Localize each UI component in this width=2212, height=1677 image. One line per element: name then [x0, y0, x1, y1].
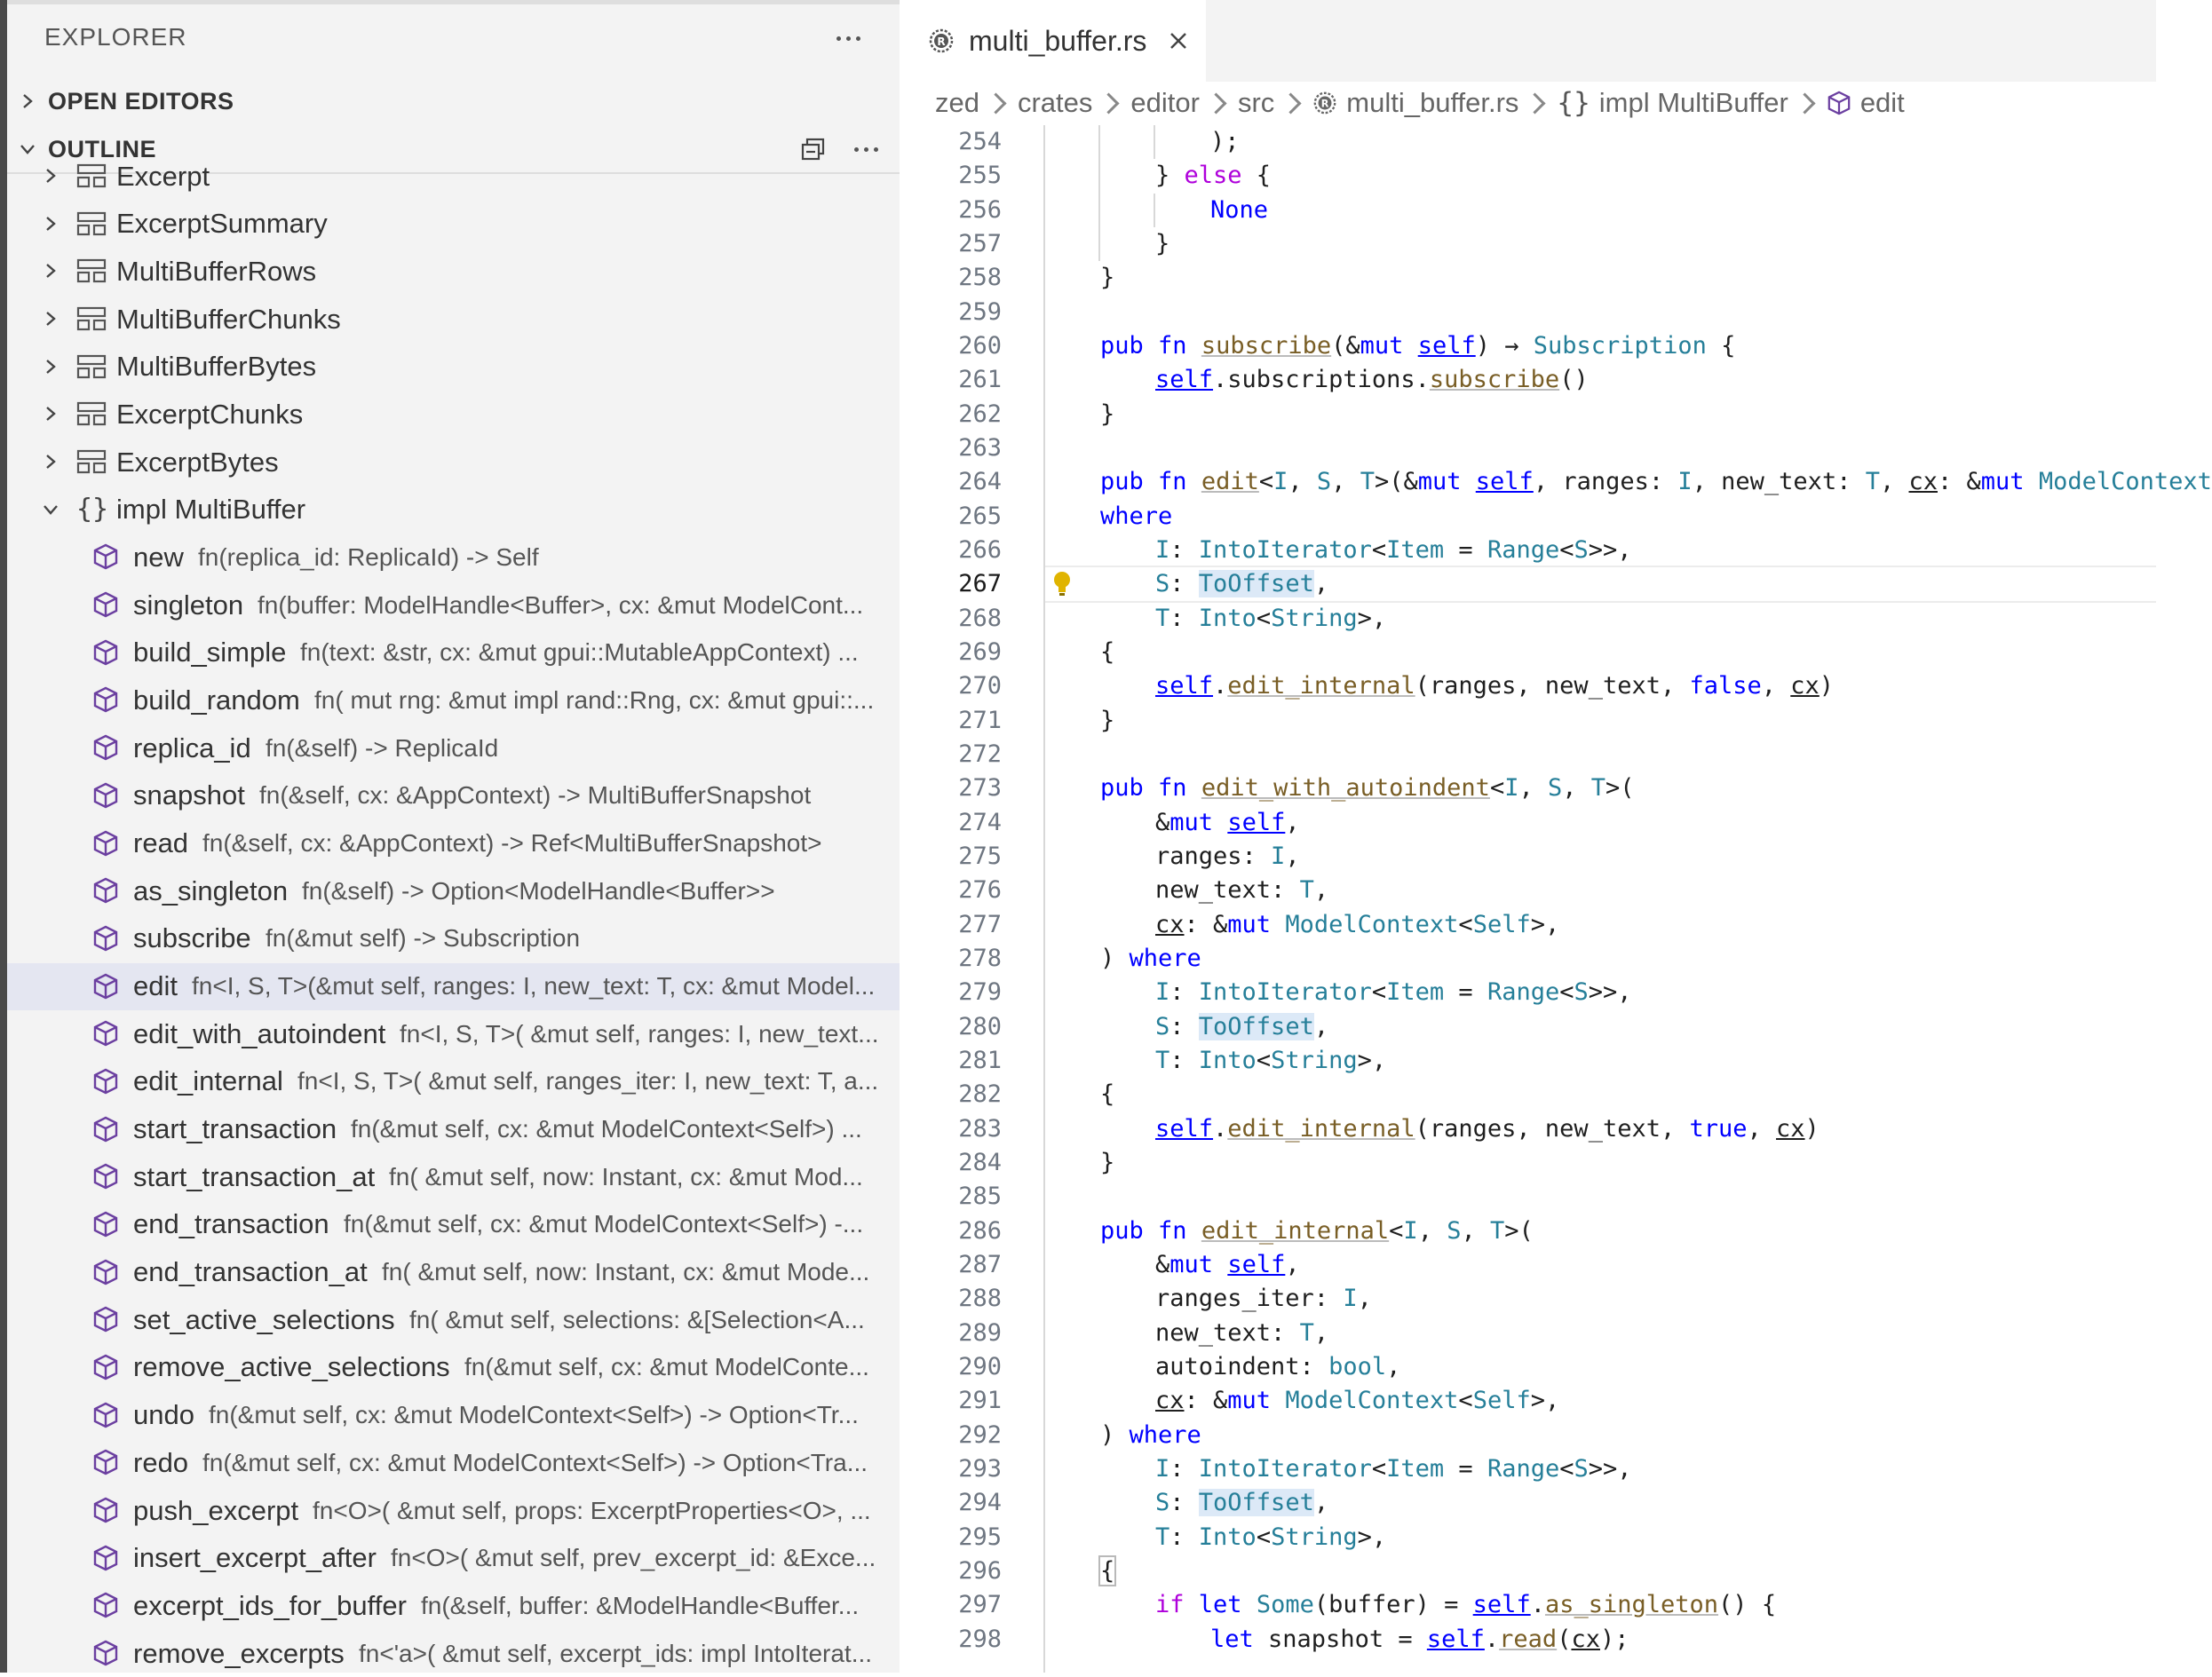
method-icon [1827, 90, 1851, 116]
code-text: &mut self, [1155, 808, 1300, 836]
breadcrumb-method[interactable]: edit [1859, 87, 1905, 118]
line-number: 289 [958, 1318, 1002, 1347]
code-line[interactable] [900, 329, 2156, 363]
line-number: 257 [958, 229, 1002, 257]
outline-item-signature: fn(&self, cx: &AppContext) -> Ref<MultiBufferSnapshot> [202, 829, 822, 857]
chevron-right-icon[interactable] [43, 263, 59, 279]
outline-item-excerpt_ids_for_buffer[interactable] [7, 1582, 900, 1629]
outline-item-build_random[interactable] [7, 676, 900, 724]
outline-item-excerpt[interactable] [7, 153, 900, 200]
outline-item-signature: fn(&mut self, cx: &mut ModelContext<Self>) -... [344, 1210, 864, 1238]
outline-item-signature: fn(&self, buffer: &ModelHandle<Buffer... [421, 1591, 860, 1619]
code-line[interactable] [900, 908, 2156, 942]
struct-icon [76, 162, 107, 189]
code-text: T: Into<String>, [1155, 604, 1387, 632]
code-line[interactable] [900, 1248, 2156, 1282]
line-number: 298 [958, 1625, 1002, 1653]
method-icon [92, 781, 119, 810]
outline-item-excerptchunks[interactable] [7, 391, 900, 438]
outline-label: OUTLINE [48, 135, 156, 162]
line-number: 270 [958, 672, 1002, 700]
code-line[interactable] [900, 874, 2156, 907]
code-line[interactable] [900, 1486, 2156, 1520]
code-line[interactable] [900, 1384, 2156, 1418]
line-number: 290 [958, 1352, 1002, 1380]
code-text: pub fn subscribe(&mut self) → Subscription { [1100, 331, 1736, 360]
struct-icon [76, 257, 107, 284]
code-line[interactable] [900, 1350, 2156, 1384]
outline-item-name: build_random [133, 684, 300, 716]
chevron-right-icon[interactable] [43, 454, 59, 470]
code-line[interactable] [900, 806, 2156, 840]
outline-item-name: read [133, 827, 189, 858]
method-icon [92, 1353, 119, 1381]
chevron-right-icon [1098, 92, 1120, 114]
outline-item-name: ExcerptChunks [116, 398, 304, 430]
line-number: 255 [958, 162, 1002, 190]
method-icon [92, 1162, 119, 1191]
outline-item-name: redo [133, 1446, 189, 1478]
outline-item-push_excerpt[interactable] [7, 1487, 900, 1534]
outline-item-name: singleton [133, 589, 244, 621]
outline-item-start_transaction_at[interactable] [7, 1153, 900, 1200]
code-line[interactable] [900, 942, 2156, 976]
code-line[interactable] [900, 1623, 2156, 1657]
code-line[interactable] [900, 636, 2156, 669]
outline-item-signature: fn(replica_id: ReplicaId) -> Self [198, 542, 539, 571]
code-line[interactable] [900, 465, 2212, 499]
line-number: 268 [958, 604, 1002, 632]
code-text: cx: &mut ModelContext<Self>, [1155, 1387, 1560, 1415]
code-line[interactable] [900, 704, 2156, 738]
code-text: } [1155, 229, 1170, 257]
outline-item-signature: fn<I, S, T>( &mut self, ranges_iter: I, new_text: T, a... [297, 1067, 879, 1096]
outline-item-as_singleton[interactable] [7, 867, 900, 914]
outline-item-name: end_transaction [133, 1208, 329, 1240]
braces-icon: {} [1557, 87, 1590, 119]
line-number: 282 [958, 1080, 1002, 1109]
line-number: 283 [958, 1114, 1002, 1143]
outline-item-name: snapshot [133, 779, 245, 811]
code-line[interactable] [900, 1010, 2156, 1044]
outline-item-name: ExcerptBytes [116, 446, 279, 478]
outline-item-name: new [133, 541, 184, 573]
outline-item-signature: fn(&mut self, cx: &mut ModelContext<Self>) -> Option<Tr... [209, 1401, 859, 1429]
code-text: self.edit_internal(ranges, new_text, true, cx) [1155, 1114, 1820, 1143]
line-number: 277 [958, 910, 1002, 938]
code-text: cx: &mut ModelContext<Self>, [1155, 910, 1560, 938]
code-text: where [1100, 502, 1173, 530]
line-number: 262 [958, 399, 1002, 428]
lightbulb-icon[interactable] [1051, 571, 1073, 597]
code-line[interactable] [900, 1317, 2156, 1350]
outline-item-remove_excerpts[interactable] [7, 1630, 900, 1677]
code-text: { [1100, 1080, 1115, 1109]
struct-icon [76, 448, 107, 475]
line-number: 274 [958, 808, 1002, 836]
outline-item-new[interactable] [7, 534, 900, 581]
breadcrumb-editor[interactable]: editor [1130, 87, 1200, 118]
outline-item-signature: fn( mut rng: &mut impl rand::Rng, cx: &mut gpui::... [314, 685, 875, 714]
outline-item-name: MultiBufferChunks [116, 303, 341, 335]
struct-icon [76, 353, 107, 380]
code-text: T: Into<String>, [1155, 1046, 1387, 1074]
code-text: autoindent: bool, [1155, 1352, 1401, 1380]
method-icon [92, 1448, 119, 1476]
line-number: 296 [958, 1556, 1002, 1585]
outline-item-edit[interactable] [7, 963, 900, 1010]
line-number: 272 [958, 740, 1002, 768]
method-icon [92, 876, 119, 905]
outline-item-read[interactable] [7, 820, 900, 867]
line-number: 291 [958, 1387, 1002, 1415]
svg-text:R: R [1320, 98, 1329, 110]
outline-item-name: edit_with_autoindent [133, 1017, 386, 1049]
outline-item-name: push_excerpt [133, 1494, 299, 1526]
code-line[interactable] [900, 1452, 2156, 1486]
outline-item-name: MultiBufferRows [116, 255, 317, 287]
line-number: 261 [958, 366, 1002, 394]
chevron-right-icon[interactable] [43, 406, 59, 422]
tab-label: multi_buffer.rs [969, 24, 1147, 57]
code-text: } [1100, 706, 1115, 734]
code-line[interactable] [900, 1044, 2156, 1078]
indent-guide [1154, 125, 1155, 159]
code-text: pub fn edit_internal<I, S, T>( [1100, 1216, 1534, 1245]
outline-item-edit_with_autoindent[interactable] [7, 1010, 900, 1057]
outline-item-name: subscribe [133, 922, 251, 954]
outline-item-name: as_singleton [133, 874, 289, 906]
method-icon [92, 542, 119, 571]
struct-icon [76, 210, 107, 237]
method-icon [92, 1401, 119, 1429]
outline-item-signature: fn<O>( &mut self, prev_excerpt_id: &Exce... [391, 1544, 876, 1572]
method-icon [92, 590, 119, 619]
code-line[interactable] [900, 534, 2156, 567]
outline-item-signature: fn( &mut self, now: Instant, cx: &mut Mod... [389, 1162, 863, 1191]
rust-file-icon [1312, 91, 1337, 115]
line-number: 295 [958, 1523, 1002, 1551]
outline-item-name: insert_excerpt_after [133, 1542, 377, 1574]
chevron-right-icon [1794, 92, 1815, 114]
open-editors-label: OPEN EDITORS [48, 87, 234, 115]
chevron-right-icon[interactable] [43, 311, 59, 327]
code-line[interactable] [900, 738, 2156, 771]
open-editors-section[interactable] [7, 78, 900, 124]
code-line[interactable] [900, 500, 2156, 534]
line-number: 287 [958, 1250, 1002, 1278]
chevron-right-icon [985, 92, 1006, 114]
tab-bar [900, 0, 2156, 82]
braces-icon: {} [76, 493, 109, 525]
outline-item-insert_excerpt_after[interactable] [7, 1535, 900, 1582]
method-icon [92, 1544, 119, 1572]
line-number: 286 [958, 1216, 1002, 1245]
outline-item-name: remove_excerpts [133, 1637, 345, 1669]
code-line[interactable] [900, 125, 2156, 159]
code-text: I: IntoIterator<Item = Range<S>>, [1155, 535, 1632, 564]
method-icon [92, 972, 119, 1001]
chevron-right-icon[interactable] [43, 359, 59, 375]
code-line[interactable] [900, 363, 2156, 397]
outline-item-name: remove_active_selections [133, 1351, 450, 1383]
method-icon [92, 1067, 119, 1096]
code-line[interactable] [900, 296, 2156, 329]
code-line[interactable] [900, 771, 2156, 805]
code-text: T: Into<String>, [1155, 1523, 1387, 1551]
code-text: let snapshot = self.read(cx); [1210, 1625, 1629, 1653]
outline-item-signature: fn(buffer: ModelHandle<Buffer>, cx: &mut ModelCont... [258, 590, 864, 619]
outline-item-name: build_simple [133, 637, 287, 668]
outline-item-name: edit_internal [133, 1065, 283, 1097]
outline-item-name: impl MultiBuffer [116, 494, 306, 526]
code-text: { [1100, 637, 1115, 666]
outline-item-redo[interactable] [7, 1439, 900, 1486]
code-text: self.subscriptions.subscribe() [1155, 366, 1589, 394]
code-line[interactable] [900, 1554, 2156, 1588]
line-number: 275 [958, 842, 1002, 870]
code-text: I: IntoIterator<Item = Range<S>>, [1155, 978, 1632, 1007]
chevron-right-icon [20, 93, 36, 109]
line-number: 273 [958, 774, 1002, 803]
code-line[interactable] [900, 398, 2156, 431]
outline-item-signature: fn<I, S, T>( &mut self, ranges: I, new_text... [400, 1019, 879, 1048]
code-editor[interactable] [900, 125, 2212, 1673]
code-text: } [1100, 1148, 1115, 1176]
outline-item-name: undo [133, 1399, 194, 1431]
method-icon [92, 1210, 119, 1238]
outline-item-signature: fn(&self) -> Option<ModelHandle<Buffer>> [302, 876, 775, 905]
outline-item-subscribe[interactable] [7, 915, 900, 962]
line-number: 276 [958, 876, 1002, 905]
outline-item-signature: fn<'a>( &mut self, excerpt_ids: impl IntoIterat... [359, 1639, 873, 1667]
line-number: 297 [958, 1591, 1002, 1619]
code-line[interactable] [900, 602, 2156, 636]
method-icon [92, 1258, 119, 1286]
code-line[interactable] [900, 976, 2156, 1009]
outline-item-name: set_active_selections [133, 1303, 395, 1335]
method-icon [92, 1305, 119, 1333]
outline-item-multibufferrows[interactable] [7, 248, 900, 295]
code-text: I: IntoIterator<Item = Range<S>>, [1155, 1454, 1632, 1483]
code-text: &mut self, [1155, 1250, 1300, 1278]
outline-item-signature: fn( &mut self, selections: &[Selection<A... [409, 1305, 865, 1333]
code-line[interactable] [900, 567, 2156, 601]
code-text: pub fn edit_with_autoindent<I, S, T>( [1100, 774, 1635, 803]
code-text: self.edit_internal(ranges, new_text, false, cx) [1155, 672, 1835, 700]
explorer-sidebar [0, 0, 900, 1673]
code-text: S: ToOffset, [1155, 570, 1329, 598]
indent-guide [1154, 194, 1155, 227]
outline-item-excerptsummary[interactable] [7, 201, 900, 248]
method-icon [92, 685, 119, 714]
code-text: S: ToOffset, [1155, 1012, 1329, 1040]
tab-multi-buffer[interactable] [900, 0, 1206, 82]
line-number: 279 [958, 978, 1002, 1007]
code-line[interactable] [900, 669, 2156, 703]
outline-item-signature: fn(&mut self) -> Subscription [266, 924, 581, 953]
code-line[interactable] [900, 1588, 2156, 1622]
line-number: 288 [958, 1285, 1002, 1313]
explorer-title: EXPLORER [44, 23, 187, 51]
line-number: 260 [958, 331, 1002, 360]
chevron-right-icon [1280, 92, 1302, 114]
line-number: 271 [958, 706, 1002, 734]
line-number: 292 [958, 1420, 1002, 1449]
code-text: ranges_iter: I, [1155, 1285, 1372, 1313]
code-line[interactable] [900, 194, 2156, 227]
code-line[interactable] [900, 261, 2156, 295]
rust-file-icon [928, 28, 955, 54]
outline-item-set_active_selections[interactable] [7, 1296, 900, 1343]
line-number: 281 [958, 1046, 1002, 1074]
outline-item-signature: fn<O>( &mut self, props: ExcerptProperties<O>, ... [313, 1496, 871, 1524]
outline-item-build_simple[interactable] [7, 629, 900, 676]
line-number: 294 [958, 1489, 1002, 1517]
method-icon [92, 638, 119, 667]
outline-item-edit_internal[interactable] [7, 1058, 900, 1105]
more-icon [830, 25, 866, 51]
method-icon [92, 1639, 119, 1667]
outline-item-signature: fn(&mut self, cx: &mut ModelContext<Self>) ... [351, 1115, 862, 1143]
outline-item-multibufferbytes[interactable] [7, 344, 900, 391]
top-border [7, 0, 907, 4]
outline-item-end_transaction_at[interactable] [7, 1249, 900, 1296]
code-line[interactable] [900, 1146, 2156, 1180]
code-text: ) where [1100, 944, 1201, 972]
code-text: if let Some(buffer) = self.as_singleton() { [1155, 1591, 1777, 1619]
outline-item-name: excerpt_ids_for_buffer [133, 1589, 407, 1621]
line-number: 280 [958, 1012, 1002, 1040]
outline-item-name: start_transaction [133, 1113, 337, 1145]
outline-item-signature: fn(text: &str, cx: &mut gpui::MutableAppContext) ... [300, 638, 859, 667]
outline-item-name: end_transaction_at [133, 1256, 368, 1288]
code-text: } [1100, 399, 1115, 428]
code-line[interactable] [900, 1078, 2156, 1111]
close-icon[interactable] [1168, 30, 1189, 51]
chevron-right-icon [1205, 92, 1226, 114]
outline-item-remove_active_selections[interactable] [7, 1344, 900, 1391]
line-number: 285 [958, 1183, 1002, 1211]
line-number: 259 [958, 297, 1002, 326]
method-icon [92, 1591, 119, 1619]
code-text: S: ToOffset, [1155, 1489, 1329, 1517]
code-text: } else { [1155, 162, 1272, 190]
outline-item-signature: fn( &mut self, now: Instant, cx: &mut Mode... [382, 1258, 870, 1286]
breadcrumb-file[interactable]: multi_buffer.rs [1346, 87, 1519, 118]
breadcrumb-impl[interactable]: impl MultiBuffer [1598, 87, 1788, 118]
outline-item-start_transaction[interactable] [7, 1106, 900, 1153]
code-text: new_text: T, [1155, 876, 1329, 905]
line-number: 293 [958, 1454, 1002, 1483]
code-line[interactable] [900, 840, 2156, 874]
editor-area [900, 0, 2212, 1673]
chevron-down-icon[interactable] [43, 502, 59, 518]
outline-item-signature: fn(&self) -> ReplicaId [266, 733, 499, 762]
line-number: 254 [958, 128, 1002, 155]
outline-item-excerptbytes[interactable] [7, 439, 900, 486]
code-text: None [1210, 195, 1269, 224]
outline-item-signature: fn(&self, cx: &AppContext) -> MultiBufferSnapshot [259, 781, 812, 810]
outline-item-snapshot[interactable] [7, 772, 900, 819]
line-number: 264 [958, 468, 1002, 496]
outline-item-impl-multibuffer[interactable] [7, 486, 900, 534]
code-line[interactable] [900, 1180, 2156, 1214]
outline-item-name: start_transaction_at [133, 1160, 376, 1192]
outline-item-signature: fn(&mut self, cx: &mut ModelConte... [464, 1353, 869, 1381]
code-text: new_text: T, [1155, 1318, 1329, 1347]
outline-item-signature: fn<I, S, T>(&mut self, ranges: I, new_text: T, cx: &mut Model... [192, 972, 876, 1001]
code-line[interactable] [900, 1214, 2156, 1248]
line-number: 266 [958, 535, 1002, 564]
breadcrumb-crates[interactable]: crates [1017, 87, 1093, 118]
outline-item-name: Excerpt [116, 160, 210, 192]
outline-item-undo[interactable] [7, 1392, 900, 1439]
method-icon [92, 829, 119, 858]
method-icon [92, 924, 119, 953]
struct-icon [76, 305, 107, 332]
line-number: 267 [958, 570, 1002, 598]
struct-icon [76, 400, 107, 427]
outline-item-replica_id[interactable] [7, 724, 900, 771]
svg-text:R: R [937, 36, 946, 48]
breadcrumb [935, 82, 1905, 124]
method-icon [92, 733, 119, 762]
method-icon [92, 1496, 119, 1524]
explorer-more-button[interactable] [830, 25, 866, 51]
method-icon [92, 1019, 119, 1048]
indent-guide [1043, 125, 1045, 1673]
outline-item-end_transaction[interactable] [7, 1201, 900, 1248]
code-line[interactable] [900, 1112, 2156, 1146]
line-number: 284 [958, 1148, 1002, 1176]
line-number: 256 [958, 195, 1002, 224]
chevron-right-icon[interactable] [43, 168, 59, 184]
method-icon [92, 1115, 119, 1143]
breadcrumb-zed[interactable]: zed [935, 87, 979, 118]
line-number: 258 [958, 264, 1002, 292]
line-number: 278 [958, 944, 1002, 972]
outline-item-name: MultiBufferBytes [116, 351, 317, 383]
outline-item-name: ExcerptSummary [116, 208, 328, 240]
chevron-right-icon [1525, 92, 1546, 114]
outline-item-multibufferchunks[interactable] [7, 296, 900, 343]
code-text: ) where [1100, 1420, 1201, 1449]
indent-guide [1098, 125, 1100, 261]
outline-item-name: edit [133, 970, 178, 1002]
code-text: pub fn edit<I, S, T>(&mut self, ranges: I, new_text: T, cx: &mut ModelContext [1100, 468, 2212, 496]
outline-item-signature: fn(&mut self, cx: &mut ModelContext<Self>) -> Option<Tra... [202, 1448, 868, 1476]
code-text: ranges: I, [1155, 842, 1300, 870]
line-number: 269 [958, 637, 1002, 666]
code-text: ); [1210, 128, 1240, 155]
chevron-right-icon[interactable] [43, 216, 59, 232]
breadcrumb-src[interactable]: src [1237, 87, 1275, 118]
outline-item-singleton[interactable] [7, 581, 900, 629]
line-number: 265 [958, 502, 1002, 530]
code-text: } [1100, 264, 1115, 292]
code-line[interactable] [900, 227, 2156, 261]
code-line[interactable] [900, 1282, 2156, 1316]
code-text: { [1100, 1556, 1115, 1585]
line-number: 263 [958, 433, 1002, 462]
code-line[interactable] [900, 1419, 2156, 1452]
code-line[interactable] [900, 159, 2156, 193]
code-line[interactable] [900, 431, 2156, 465]
code-line[interactable] [900, 1521, 2156, 1554]
outline-item-name: replica_id [133, 732, 251, 763]
